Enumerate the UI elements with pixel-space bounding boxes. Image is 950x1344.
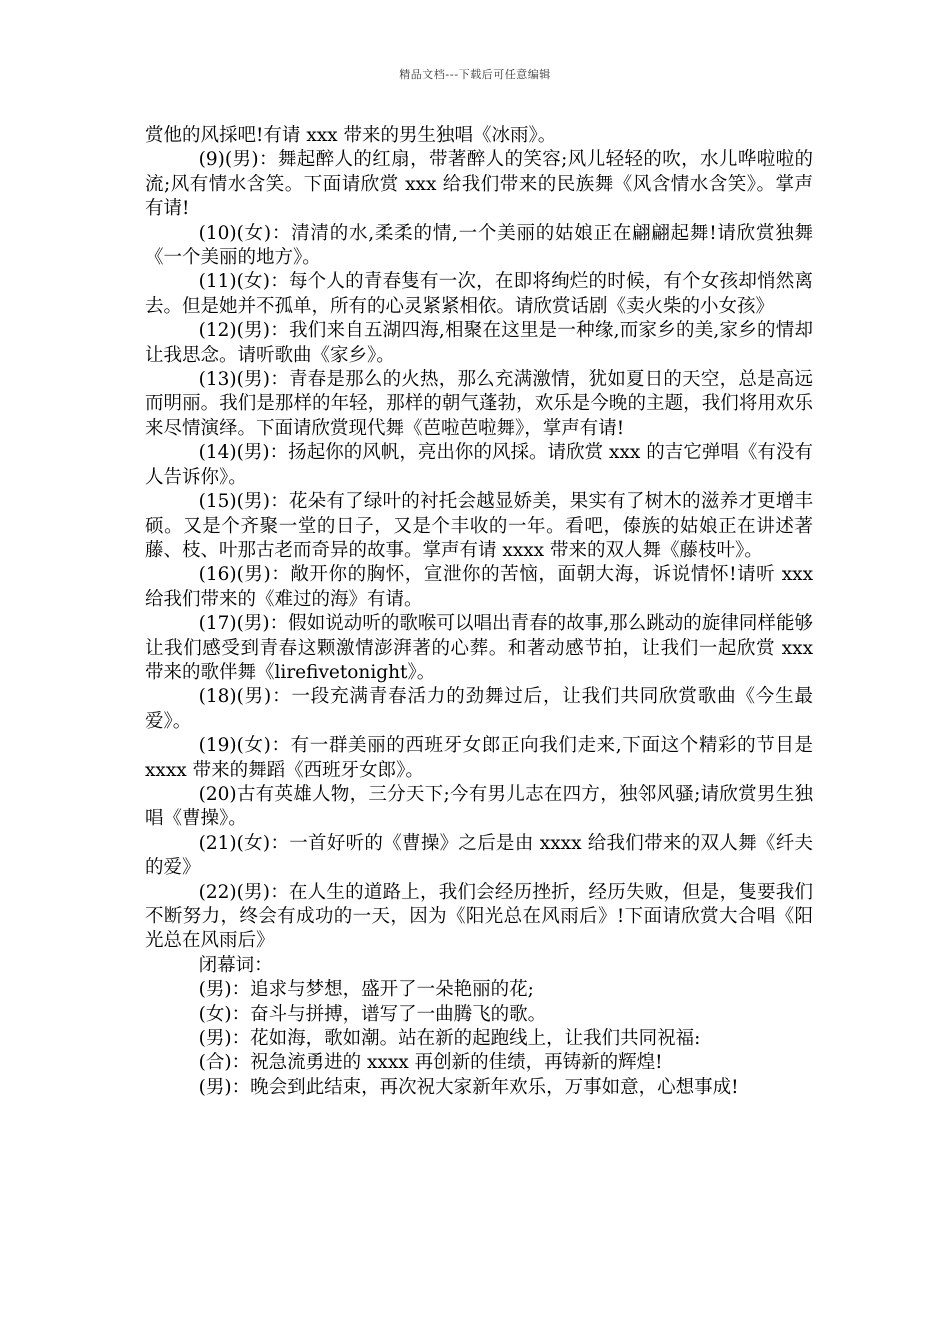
paragraph-continuation: 赏他的风採吧!有请 xxx 带来的男生独唱《冰雨》。 [145,125,557,146]
paragraph-item-14: (14)(男)：扬起你的风帆，亮出你的风採。请欣赏 xxx 的吉它弹唱《有没有人告诉你》。 [145,442,813,488]
closing-heading: 闭幕词： [198,954,273,976]
paragraph-item-19: (19)(女)：有一群美丽的西班牙女郎正向我们走来,下面这个精彩的节目是 xxxx 带来的舞蹈《西班牙女郎》。 [145,735,813,781]
closing-line-1: (男)：追求与梦想，盛开了一朵艳丽的花; [198,979,534,1001]
paragraph-item-11: (11)(女)：每个人的青春隻有一次，在即将绚烂的时候，有个女孩却悄然离去。但是她并不孤单，所有的心灵紧紧相依。请欣赏话剧《卖火柴的小女孩》 [145,271,813,317]
paragraph-item-15: (15)(男)：花朵有了绿叶的衬托会越显娇美，果实有了树木的滋养才更增丰硕。又是个齐聚一堂的日子，又是个丰收的一年。看吧，傣族的姑娘正在讲述著藤、枝、叶那古老而奇异的故事。掌声有请 xxxx 带来的双人舞《藤枝叶》。 [145,491,813,561]
closing-line-4: (合)：祝急流勇进的 xxxx 再创新的佳绩，再铸新的辉煌! [198,1052,663,1074]
page-header: 精品文档---下载后可任意编辑 [399,68,551,81]
paragraph-item-21: (21)(女)：一首好听的《曹操》之后是由 xxxx 给我们带来的双人舞《纤夫的爱》 [145,832,813,879]
paragraph-item-16: (16)(男)：敞开你的胸怀，宣泄你的苦恼，面朝大海，诉说情怀!请听 xxx 给我们带来的《难过的海》有请。 [145,564,813,610]
closing-line-2: (女)：奋斗与拼搏，谱写了一曲腾飞的歌。 [198,1003,547,1025]
paragraph-item-17: (17)(男)：假如说动听的歌喉可以唱出青春的故事,那么跳动的旋律同样能够让我们感受到青春这颗激情澎湃著的心葬。和著动感节拍，让我们一起欣赏 xxx 带来的歌伴舞《lirefivetonight》。 [145,613,813,683]
closing-line-3: (男)：花如海，歌如潮。站在新的起跑线上，让我们共同祝福: [198,1028,701,1050]
paragraph-item-10: (10)(女)：清清的水,柔柔的情,一个美丽的姑娘正在翩翩起舞!请欣赏独舞《一个美丽的地方》。 [145,222,813,269]
paragraph-item-22: (22)(男)：在人生的道路上，我们会经历挫折，经历失败，但是，隻要我们不断努力，终会有成功的一天，因为《阳光总在风雨后》!下面请欣赏大合唱《阳光总在风雨后》 [145,881,813,952]
paragraph-item-20: (20)古有英雄人物，三分天下;今有男儿志在四方，独邻风骚;请欣赏男生独唱《曹操》。 [145,783,813,830]
paragraph-item-13: (13)(男)：青春是那么的火热，那么充满激情，犹如夏日的天空，总是高远而明丽。我们是那样的年轻，那样的朝气蓬勃，欢乐是今晚的主题，我们将用欢乐来尽情演绎。下面请欣赏现代舞《芭啦芭啦舞》，掌声有请! [145,369,813,439]
paragraph-item-18: (18)(男)：一段充满青春活力的劲舞过后，让我们共同欣赏歌曲《今生最爱》。 [145,686,813,732]
paragraph-item-9: (9)(男)：舞起醉人的红扇，带著醉人的笑容;风儿轻轻的吹，水儿哗啦啦的流;风有情水含笑。下面请欣赏 xxx 给我们带来的民族舞《风含情水含笑》。掌声有请! [145,149,813,220]
document-body [145,124,813,1100]
paragraph-item-12: (12)(男)：我们来自五湖四海,相聚在这里是一种缘,而家乡的美,家乡的情却让我思念。请听歌曲《家乡》。 [145,320,813,366]
closing-line-5: (男)：晚会到此结束，再次祝大家新年欢乐，万事如意，心想事成! [198,1076,739,1098]
